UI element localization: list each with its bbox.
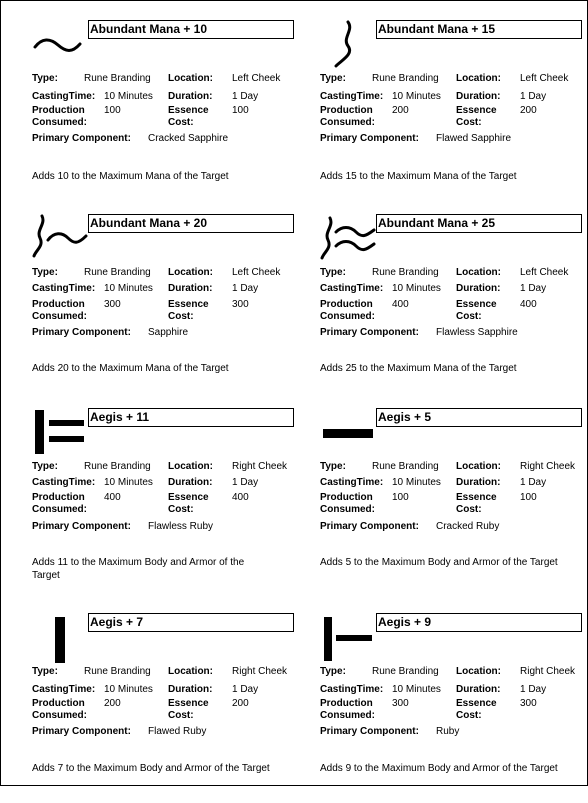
duration-value: 1 Day [232, 477, 259, 488]
casting-time-value: 10 Minutes [392, 477, 441, 488]
primary-component-value: Sapphire [148, 327, 189, 338]
duration-label: Duration: [168, 477, 213, 488]
primary-component-value: Flawless Sapphire [436, 327, 518, 338]
duration-label: Duration: [168, 684, 213, 695]
production-value: 300 [392, 698, 409, 709]
type-value: Rune Branding [84, 73, 151, 84]
rune-description: Adds 25 to the Maximum Mana of the Target [320, 363, 517, 374]
casting-time-label: CastingTime: [32, 477, 96, 488]
consumed-label: Consumed: [32, 311, 87, 322]
casting-time-label: CastingTime: [32, 684, 96, 695]
primary-component-label: Primary Component: [32, 133, 131, 144]
essence-label: Essence [456, 698, 497, 709]
production-value: 300 [104, 299, 121, 310]
casting-time-label: CastingTime: [320, 684, 384, 695]
duration-value: 1 Day [520, 684, 547, 695]
cost-label: Cost: [456, 710, 482, 721]
casting-time-value: 10 Minutes [104, 91, 153, 102]
essence-label: Essence [168, 299, 209, 310]
rune-title: Abundant Mana + 20 [88, 214, 294, 233]
essence-value: 400 [232, 492, 249, 503]
production-value: 100 [104, 105, 121, 116]
primary-component-value: Flawless Ruby [148, 521, 214, 532]
location-value: Right Cheek [232, 461, 288, 472]
cost-label: Cost: [168, 710, 194, 721]
rune-card [32, 214, 302, 404]
cost-label: Cost: [168, 311, 194, 322]
duration-value: 1 Day [520, 91, 547, 102]
rune-card [32, 613, 302, 803]
primary-component-label: Primary Component: [32, 521, 131, 532]
essence-label: Essence [168, 698, 209, 709]
type-value: Rune Branding [84, 666, 151, 677]
type-value: Rune Branding [372, 267, 439, 278]
essence-label: Essence [456, 105, 497, 116]
duration-value: 1 Day [232, 283, 259, 294]
cost-label: Cost: [456, 311, 482, 322]
rune-card [320, 214, 588, 404]
rune-title: Abundant Mana + 15 [376, 20, 582, 39]
duration-label: Duration: [168, 283, 213, 294]
type-value: Rune Branding [372, 73, 439, 84]
casting-time-value: 10 Minutes [392, 91, 441, 102]
location-value: Right Cheek [520, 666, 576, 677]
essence-value: 100 [520, 492, 537, 503]
type-value: Rune Branding [84, 461, 151, 472]
consumed-label: Consumed: [320, 504, 375, 515]
rune-description: Adds 5 to the Maximum Body and Armor of the Target [320, 557, 558, 568]
essence-label: Essence [456, 299, 497, 310]
type-label: Type: [32, 666, 58, 677]
rune-title: Aegis + 11 [88, 408, 294, 427]
production-label: Production [320, 105, 373, 116]
tilde-icon [32, 20, 88, 72]
essence-value: 200 [520, 105, 537, 116]
rune-card [32, 408, 302, 598]
squiggle-tilde-icon [32, 214, 88, 266]
casting-time-label: CastingTime: [32, 283, 96, 294]
primary-component-label: Primary Component: [320, 133, 419, 144]
consumed-label: Consumed: [320, 710, 375, 721]
casting-time-label: CastingTime: [320, 283, 384, 294]
production-label: Production [320, 698, 373, 709]
consumed-label: Consumed: [320, 117, 375, 128]
casting-time-label: CastingTime: [320, 477, 384, 488]
type-label: Type: [320, 666, 346, 677]
production-value: 200 [392, 105, 409, 116]
rune-title: Aegis + 7 [88, 613, 294, 632]
type-value: Rune Branding [84, 267, 151, 278]
location-label: Location: [456, 666, 501, 677]
duration-label: Duration: [168, 91, 213, 102]
casting-time-value: 10 Minutes [104, 283, 153, 294]
essence-value: 400 [520, 299, 537, 310]
duration-label: Duration: [456, 684, 501, 695]
rune-description: Adds 15 to the Maximum Mana of the Target [320, 171, 517, 182]
cost-label: Cost: [456, 117, 482, 128]
consumed-label: Consumed: [32, 504, 87, 515]
duration-value: 1 Day [232, 684, 259, 695]
essence-label: Essence [168, 105, 209, 116]
primary-component-value: Cracked Ruby [436, 521, 500, 532]
rune-description: Adds 9 to the Maximum Body and Armor of the Target [320, 763, 558, 774]
type-label: Type: [320, 73, 346, 84]
type-label: Type: [320, 267, 346, 278]
production-label: Production [32, 105, 85, 116]
primary-component-label: Primary Component: [320, 521, 419, 532]
duration-value: 1 Day [232, 91, 259, 102]
casting-time-value: 10 Minutes [104, 684, 153, 695]
production-label: Production [320, 299, 373, 310]
consumed-label: Consumed: [32, 710, 87, 721]
type-label: Type: [320, 461, 346, 472]
production-label: Production [32, 492, 85, 503]
production-value: 400 [392, 299, 409, 310]
production-label: Production [320, 492, 373, 503]
rune-title: Aegis + 5 [376, 408, 582, 427]
duration-value: 1 Day [520, 477, 547, 488]
rune-card [320, 613, 588, 803]
location-value: Left Cheek [520, 73, 569, 84]
duration-label: Duration: [456, 477, 501, 488]
production-value: 400 [104, 492, 121, 503]
primary-component-value: Flawed Ruby [148, 726, 207, 737]
primary-component-value: Flawed Sapphire [436, 133, 512, 144]
duration-label: Duration: [456, 91, 501, 102]
essence-value: 300 [232, 299, 249, 310]
type-label: Type: [32, 73, 58, 84]
primary-component-label: Primary Component: [32, 327, 131, 338]
casting-time-value: 10 Minutes [392, 283, 441, 294]
location-label: Location: [168, 461, 213, 472]
casting-time-value: 10 Minutes [392, 684, 441, 695]
location-value: Right Cheek [232, 666, 288, 677]
horizontal-bar-icon [320, 408, 376, 460]
primary-component-value: Ruby [436, 726, 460, 737]
type-value: Rune Branding [372, 461, 439, 472]
vertical-squiggle-icon [320, 20, 376, 72]
cost-label: Cost: [168, 504, 194, 515]
casting-time-value: 10 Minutes [104, 477, 153, 488]
essence-label: Essence [168, 492, 209, 503]
essence-value: 300 [520, 698, 537, 709]
location-label: Location: [456, 73, 501, 84]
bar-double-dash-icon [32, 408, 88, 460]
cost-label: Cost: [168, 117, 194, 128]
squiggle-double-tilde-icon [320, 214, 376, 266]
location-label: Location: [168, 267, 213, 278]
casting-time-label: CastingTime: [32, 91, 96, 102]
rune-description: Adds 20 to the Maximum Mana of the Target [32, 363, 229, 374]
rune-description: Adds 7 to the Maximum Body and Armor of the Target [32, 763, 270, 774]
location-value: Left Cheek [232, 73, 281, 84]
production-label: Production [32, 698, 85, 709]
rune-title: Abundant Mana + 10 [88, 20, 294, 39]
rune-title: Aegis + 9 [376, 613, 582, 632]
rune-title: Abundant Mana + 25 [376, 214, 582, 233]
type-label: Type: [32, 461, 58, 472]
duration-label: Duration: [456, 283, 501, 294]
location-label: Location: [168, 666, 213, 677]
primary-component-value: Cracked Sapphire [148, 133, 229, 144]
rune-card [320, 20, 588, 210]
consumed-label: Consumed: [320, 311, 375, 322]
essence-value: 200 [232, 698, 249, 709]
rune-card [320, 408, 588, 598]
type-value: Rune Branding [372, 666, 439, 677]
location-value: Left Cheek [520, 267, 569, 278]
rune-card [32, 20, 302, 210]
essence-label: Essence [456, 492, 497, 503]
location-value: Right Cheek [520, 461, 576, 472]
primary-component-label: Primary Component: [32, 726, 131, 737]
consumed-label: Consumed: [32, 117, 87, 128]
duration-value: 1 Day [520, 283, 547, 294]
rune-description: Adds 10 to the Maximum Mana of the Target [32, 171, 229, 182]
essence-value: 100 [232, 105, 249, 116]
bar-dash-icon [320, 613, 376, 665]
primary-component-label: Primary Component: [320, 327, 419, 338]
location-label: Location: [456, 461, 501, 472]
casting-time-label: CastingTime: [320, 91, 384, 102]
location-value: Left Cheek [232, 267, 281, 278]
type-label: Type: [32, 267, 58, 278]
cost-label: Cost: [456, 504, 482, 515]
production-value: 200 [104, 698, 121, 709]
location-label: Location: [168, 73, 213, 84]
rune-description: Adds 11 to the Maximum Body and Armor of the Target [32, 557, 245, 581]
location-label: Location: [456, 267, 501, 278]
production-label: Production [32, 299, 85, 310]
primary-component-label: Primary Component: [320, 726, 419, 737]
production-value: 100 [392, 492, 409, 503]
vertical-bar-icon [32, 613, 88, 665]
